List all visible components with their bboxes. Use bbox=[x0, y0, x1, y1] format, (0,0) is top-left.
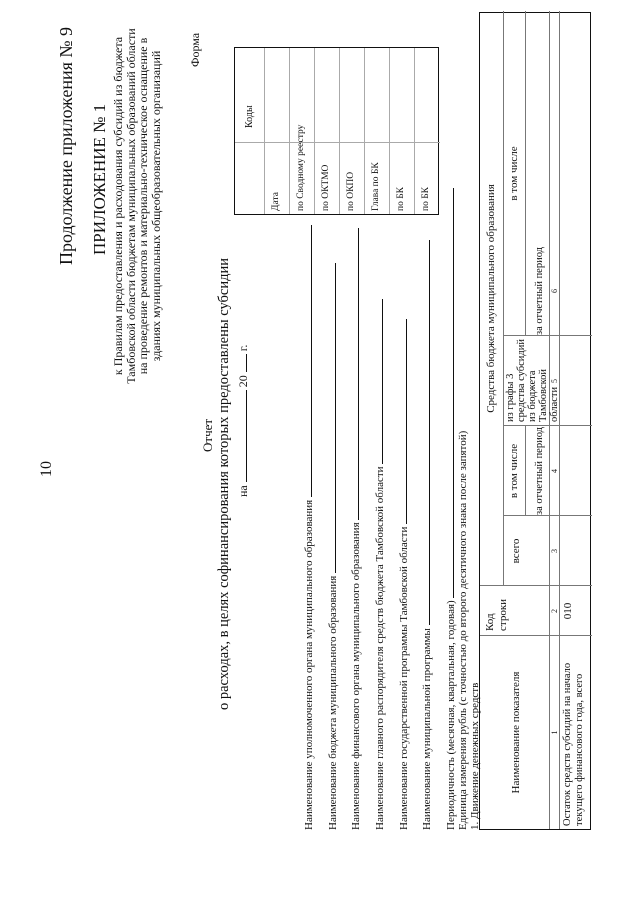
field-label: Наименование уполномоченного органа муниципального образования bbox=[303, 499, 315, 830]
codes-row-label: Глава по БК bbox=[365, 142, 389, 214]
col-number: 4 bbox=[550, 469, 559, 473]
codes-label-cell bbox=[235, 142, 264, 214]
field-label: Единица измерения рубль (с точностью до второго десятичного знака после запятой) bbox=[457, 430, 469, 830]
codes-row-label: по БК bbox=[390, 142, 414, 214]
field-label: Наименование главного распорядителя средств бюджета Тамбовской области bbox=[374, 466, 386, 830]
page-number: 10 bbox=[38, 461, 55, 477]
col-number: 3 bbox=[550, 549, 559, 553]
report-title: Отчет bbox=[200, 418, 215, 452]
codes-row bbox=[315, 48, 340, 214]
codes-row bbox=[290, 48, 315, 214]
col-number: 1 bbox=[550, 730, 559, 735]
field-blank bbox=[420, 240, 430, 625]
col-number: 6 bbox=[550, 289, 559, 293]
field-blank bbox=[373, 299, 383, 464]
col-incl2-header: в том числе bbox=[508, 146, 520, 201]
codes-header: Коды bbox=[244, 105, 255, 128]
field-label: Наименование государственной программы Тамбовской области bbox=[398, 526, 410, 830]
field-blank bbox=[326, 263, 336, 573]
codes-row bbox=[340, 48, 365, 214]
date-year-blank bbox=[236, 354, 247, 372]
field-blank bbox=[349, 228, 359, 520]
col-period1-header: за отчетный период bbox=[534, 426, 545, 516]
codes-row-label: по ОКТМО bbox=[315, 142, 339, 214]
codes-row-label: по БК bbox=[415, 142, 440, 214]
codes-row-label: по ОКПО bbox=[340, 142, 364, 214]
col-period2-header: за отчетный период bbox=[534, 246, 545, 336]
codes-row-label: по Сводному реестру bbox=[290, 142, 314, 214]
grid-line bbox=[525, 426, 526, 516]
codes-row bbox=[365, 48, 390, 214]
col-from-header: из графы 3 средства субсидий из бюджета Тамбовской области bbox=[505, 339, 560, 422]
col-total-header: всего bbox=[510, 538, 522, 564]
col-number: 2 bbox=[550, 609, 559, 613]
field-line bbox=[302, 225, 315, 830]
codes-header-row bbox=[235, 48, 265, 214]
field-line bbox=[349, 228, 362, 830]
field-label: Наименование финансового органа муниципального образования bbox=[350, 522, 362, 830]
report-subtitle: о расходах, в целях софинансирования которых предоставлены субсидии bbox=[216, 258, 232, 710]
col-name-header: Наименование показателя bbox=[510, 671, 522, 794]
field-line bbox=[326, 263, 339, 830]
funds-table bbox=[479, 12, 591, 830]
col-group-header: Средства бюджета муниципального образования bbox=[485, 184, 497, 413]
date-day-blank bbox=[236, 390, 247, 482]
field-blank bbox=[302, 225, 312, 497]
codes-table bbox=[234, 47, 439, 215]
codes-row bbox=[415, 48, 440, 214]
field-line bbox=[397, 319, 410, 830]
col-code-header: Код строки bbox=[484, 598, 509, 631]
report-date-line bbox=[236, 345, 251, 497]
date-suffix: г. bbox=[236, 344, 250, 352]
col-incl1-header: в том числе bbox=[508, 443, 520, 499]
codes-row bbox=[390, 48, 415, 214]
codes-row-label: Дата bbox=[265, 142, 289, 214]
col-number: 5 bbox=[550, 379, 559, 383]
table-row-name: Остаток средств субсидий на начало текущего финансового года, всего bbox=[562, 662, 585, 826]
date-year-prefix: 20 bbox=[236, 375, 250, 388]
grid-line bbox=[503, 11, 504, 586]
field-label: Периодичность (месячная, квартальная, годовая) bbox=[445, 600, 457, 830]
field-label: Наименование бюджета муниципального образования bbox=[327, 575, 339, 830]
form-label: Форма bbox=[188, 32, 202, 67]
field-line bbox=[457, 431, 469, 830]
date-prefix: на bbox=[236, 485, 250, 497]
grid-line bbox=[480, 635, 592, 636]
table-row-code: 010 bbox=[562, 602, 574, 620]
appendix-title: ПРИЛОЖЕНИЕ № 1 bbox=[90, 103, 109, 255]
field-blank bbox=[397, 319, 407, 524]
field-line bbox=[420, 240, 433, 830]
section-title: 1. Движение денежных средств bbox=[469, 682, 481, 830]
codes-row bbox=[265, 48, 290, 214]
field-label: Наименование муниципальной программы bbox=[421, 628, 433, 830]
field-line bbox=[444, 188, 457, 830]
field-blank bbox=[444, 188, 454, 598]
appendix-description: к Правилам предоставления и расходования субсидий из бюджета Тамбовской области бюджетам муниципальных образований области на проведение ремонтов и материально-техническое оснащение в зданиях муниципальных общеобразовательных организаций bbox=[111, 28, 163, 384]
continuation-title: Продолжение приложения № 9 bbox=[56, 26, 76, 265]
grid-line bbox=[525, 11, 526, 336]
field-line bbox=[373, 299, 386, 830]
